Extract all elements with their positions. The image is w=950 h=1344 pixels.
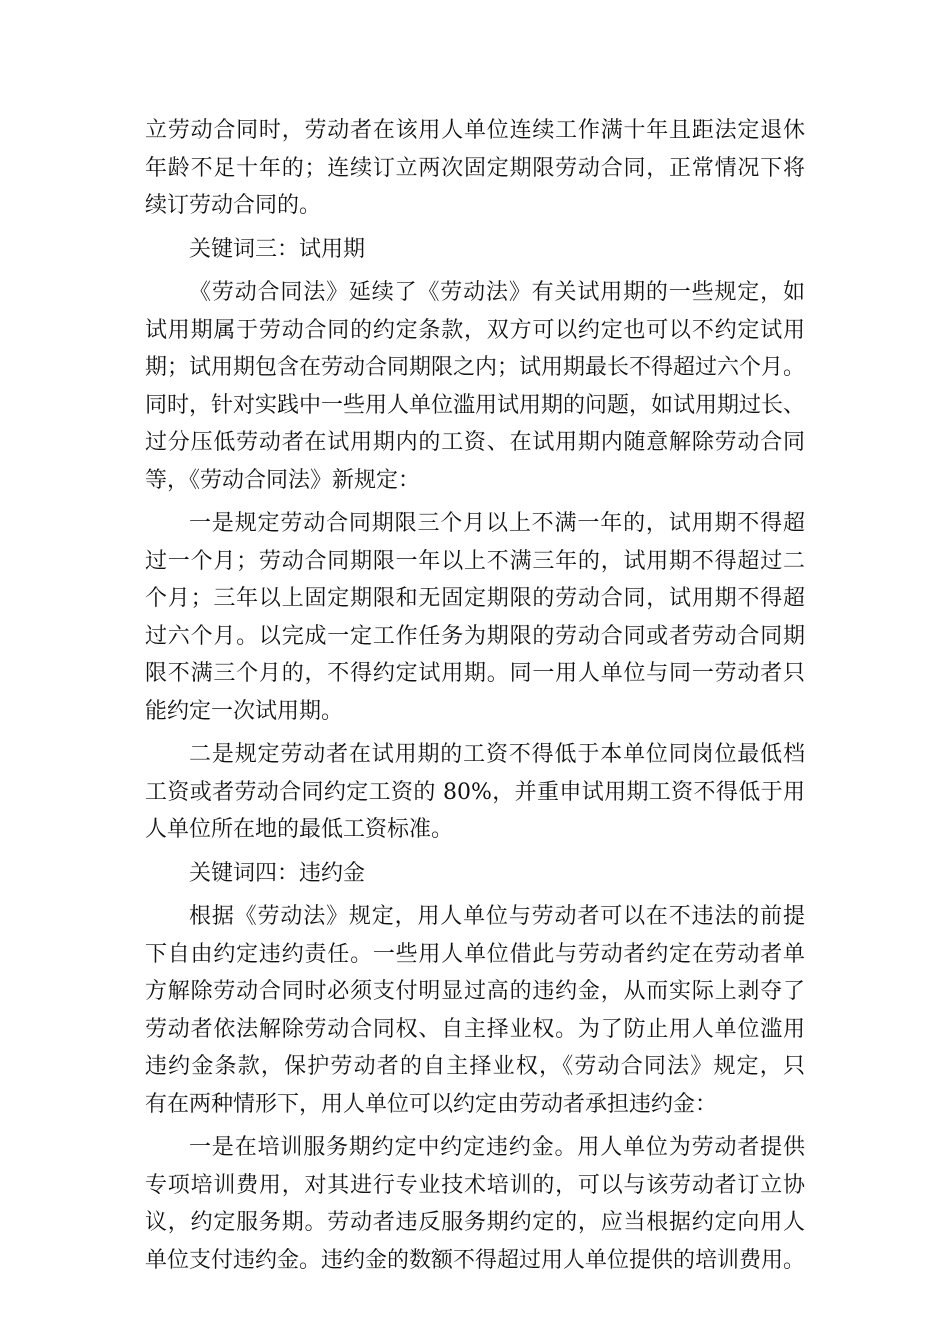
text-line: 根据《劳动法》规定，用人单位与劳动者可以在不违法的前提 <box>189 904 805 929</box>
text-line: 单位支付违约金。违约金的数额不得超过用人单位提供的培训费用。 <box>145 1247 806 1273</box>
text-line: 一是在培训服务期约定中约定违约金。用人单位为劳动者提供 <box>189 1135 805 1160</box>
text-line: 议，约定服务期。劳动者违反服务期约定的，应当根据约定向用人 <box>145 1210 805 1235</box>
paragraph-penalty-intro <box>145 898 805 1123</box>
paragraph-trial-period-rule-one <box>145 505 805 730</box>
text-line: 有在两种情形下，用人单位可以约定由劳动者承担违约金： <box>145 1091 718 1117</box>
text-line: 专项培训费用，对其进行专业技术培训的，可以与该劳动者订立协 <box>145 1172 805 1198</box>
text-line: 方解除劳动合同时必须支付明显过高的违约金，从而实际上剥夺了 <box>145 979 805 1004</box>
text-line: 能约定一次试用期。 <box>145 698 344 724</box>
paragraph-penalty-case-one <box>145 1129 805 1279</box>
text-line: 试用期属于劳动合同的约定条款，双方可以约定也可以不约定试用 <box>145 317 805 343</box>
text-line: 续订劳动合同的。 <box>145 193 322 218</box>
text-line: 等，《劳动合同法》新规定： <box>145 467 421 493</box>
text-line: 下自由约定违约责任。一些用人单位借此与劳动者约定在劳动者单 <box>145 941 805 967</box>
text-line: 过六个月。以完成一定工作任务为期限的劳动合同或者劳动合同期 <box>145 623 805 649</box>
text-line: 人单位所在地的最低工资标准。 <box>145 817 454 842</box>
section-heading-keyword-four <box>145 855 805 893</box>
heading-text: 关键词四：违约金 <box>189 860 366 886</box>
text-line: 限不满三个月的，不得约定试用期。同一用人单位与同一劳动者只 <box>145 661 805 686</box>
text-line: 同时，针对实践中一些用人单位滥用试用期的问题，如试用期过长、 <box>145 392 806 418</box>
text-line: 期；试用期包含在劳动合同期限之内；试用期最长不得超过六个月。 <box>145 355 806 380</box>
paragraph-trial-period-rule-two <box>145 736 805 849</box>
text-line: 二是规定劳动者在试用期的工资不得低于本单位同岗位最低档 <box>189 742 805 767</box>
text-line: 劳动者依法解除劳动合同权、自主择业权。为了防止用人单位滥用 <box>145 1016 805 1042</box>
text-line: 立劳动合同时，劳动者在该用人单位连续工作满十年且距法定退休 <box>145 118 805 143</box>
paragraph-continuation <box>145 112 805 225</box>
text-line: 一是规定劳动合同期限三个月以上不满一年的，试用期不得超 <box>189 511 805 536</box>
text-line: 《劳动合同法》延续了《劳动法》有关试用期的一些规定，如 <box>189 280 805 305</box>
section-heading-keyword-three <box>145 231 805 269</box>
text-line: 年龄不足十年的；连续订立两次固定期限劳动合同，正常情况下将 <box>145 155 805 181</box>
heading-text: 关键词三：试用期 <box>189 236 366 262</box>
text-line: 过一个月；劳动合同期限一年以上不满三年的，试用期不得超过二 <box>145 548 805 574</box>
document-body <box>145 112 805 1279</box>
text-line: 工资或者劳动合同约定工资的 80%，并重申试用期工资不得低于用 <box>145 779 805 805</box>
text-line: 违约金条款，保护劳动者的自主择业权，《劳动合同法》规定，只 <box>145 1054 805 1079</box>
text-line: 个月；三年以上固定期限和无固定期限的劳动合同，试用期不得超 <box>145 586 805 611</box>
paragraph-trial-period-intro <box>145 274 805 499</box>
text-line: 过分压低劳动者在试用期内的工资、在试用期内随意解除劳动合同 <box>145 430 805 455</box>
